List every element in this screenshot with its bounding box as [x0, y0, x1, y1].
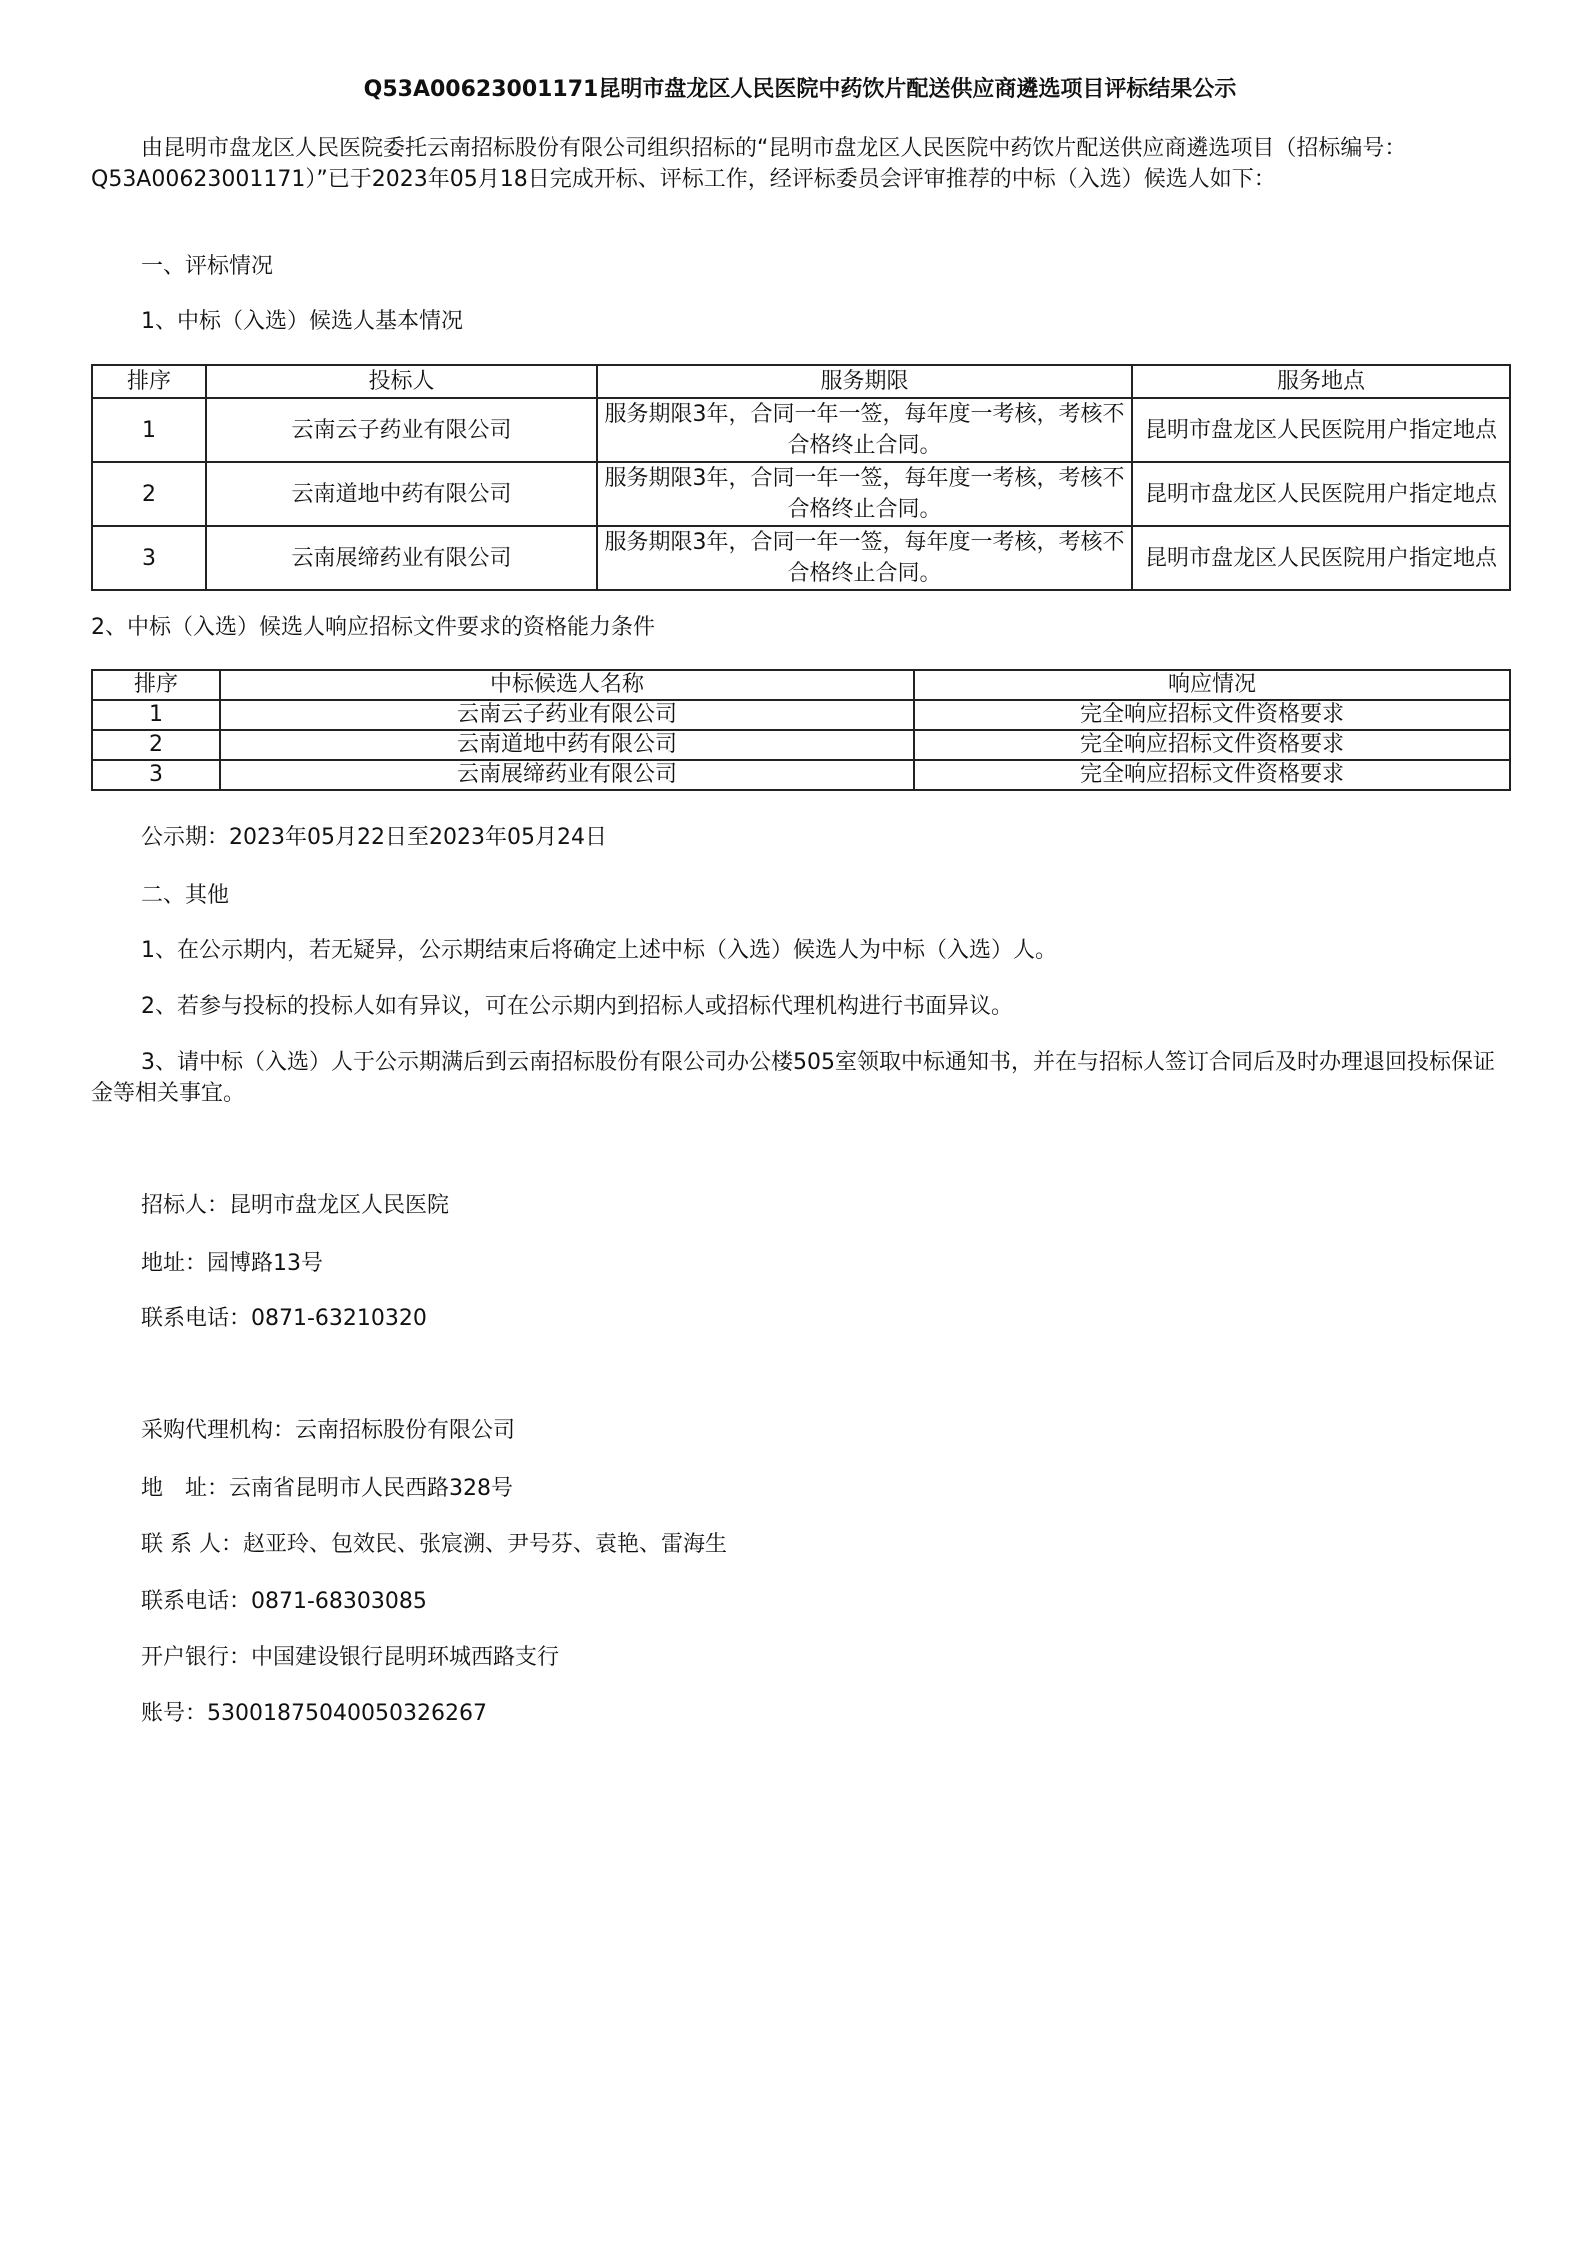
header-service-term: 服务期限	[597, 365, 1132, 398]
agency-contacts: 联 系 人：赵亚玲、包效民、张宸溯、尹号芬、袁艳、雷海生	[141, 1532, 727, 1557]
cell-response: 完全响应招标文件资格要求	[914, 700, 1510, 730]
cell-rank: 3	[92, 526, 206, 590]
agency-bank: 开户银行：中国建设银行昆明环城西路支行	[141, 1645, 560, 1670]
table-header-row	[92, 365, 1510, 398]
cell-response: 完全响应招标文件资格要求	[914, 730, 1510, 760]
cell-bidder: 云南道地中药有限公司	[206, 462, 597, 526]
page-title: Q53A00623001171昆明市盘龙区人民医院中药饮片配送供应商遴选项目评标结果公示	[363, 77, 1237, 102]
other-item-2: 2、若参与投标的投标人如有异议，可在公示期内到招标人或招标代理机构进行书面异议。	[141, 994, 1014, 1019]
cell-term: 服务期限3年，合同一年一签，每年度一考核，考核不合格终止合同。	[597, 526, 1132, 590]
table-row	[92, 760, 1510, 790]
tenderer-phone: 联系电话：0871-63210320	[141, 1306, 427, 1331]
cell-rank: 1	[92, 700, 220, 730]
other-item-3: 3、请中标（入选）人于公示期满后到云南招标股份有限公司办公楼505室领取中标通知书，并在与招标人签订合同后及时办理退回投标保证金等相关事宜。	[91, 1050, 1495, 1106]
table-row	[92, 462, 1510, 526]
tenderer-address: 地址：园博路13号	[141, 1251, 323, 1276]
subheading-candidates: 1、中标（入选）候选人基本情况	[141, 309, 463, 334]
candidates-table	[91, 364, 1511, 591]
cell-bidder: 云南云子药业有限公司	[206, 398, 597, 462]
subheading-qualification: 2、中标（入选）候选人响应招标文件要求的资格能力条件	[91, 615, 655, 640]
cell-name: 云南道地中药有限公司	[220, 730, 914, 760]
cell-bidder: 云南展缔药业有限公司	[206, 526, 597, 590]
header-rank: 排序	[92, 365, 206, 398]
candidates-table-wrap	[91, 364, 1509, 591]
qualification-table	[91, 669, 1511, 791]
other-item-1: 1、在公示期内，若无疑异，公示期结束后将确定上述中标（入选）候选人为中标（入选）人。	[141, 938, 1058, 963]
cell-rank: 1	[92, 398, 206, 462]
agency-account: 账号：53001875040050326267	[141, 1701, 487, 1726]
tenderer-name: 招标人：昆明市盘龙区人民医院	[141, 1193, 450, 1218]
header-rank: 排序	[92, 670, 220, 700]
cell-name: 云南云子药业有限公司	[220, 700, 914, 730]
header-bidder: 投标人	[206, 365, 597, 398]
cell-location: 昆明市盘龙区人民医院用户指定地点	[1132, 462, 1510, 526]
agency-address: 地 址：云南省昆明市人民西路328号	[141, 1476, 513, 1501]
cell-name: 云南展缔药业有限公司	[220, 760, 914, 790]
table-row	[92, 700, 1510, 730]
intro-paragraph: 由昆明市盘龙区人民医院委托云南招标股份有限公司组织招标的“昆明市盘龙区人民医院中药饮片配送供应商遴选项目（招标编号：Q53A00623001171）”已于2023年05月18日完成开标、评标工作，经评标委员会评审推荐的中标（入选）候选人如下：	[91, 136, 1407, 192]
table-header-row	[92, 670, 1510, 700]
cell-location: 昆明市盘龙区人民医院用户指定地点	[1132, 398, 1510, 462]
header-candidate-name: 中标候选人名称	[220, 670, 914, 700]
cell-response: 完全响应招标文件资格要求	[914, 760, 1510, 790]
header-response: 响应情况	[914, 670, 1510, 700]
section-heading-evaluation: 一、评标情况	[141, 254, 274, 279]
table-row	[92, 526, 1510, 590]
publicity-period: 公示期：2023年05月22日至2023年05月24日	[141, 825, 607, 850]
cell-rank: 3	[92, 760, 220, 790]
agency-name: 采购代理机构：云南招标股份有限公司	[141, 1418, 516, 1443]
section-heading-other: 二、其他	[141, 883, 230, 908]
header-service-location: 服务地点	[1132, 365, 1510, 398]
cell-term: 服务期限3年，合同一年一签，每年度一考核，考核不合格终止合同。	[597, 398, 1132, 462]
cell-term: 服务期限3年，合同一年一签，每年度一考核，考核不合格终止合同。	[597, 462, 1132, 526]
table-row	[92, 730, 1510, 760]
table-row	[92, 398, 1510, 462]
agency-phone: 联系电话：0871-68303085	[141, 1589, 427, 1614]
cell-location: 昆明市盘龙区人民医院用户指定地点	[1132, 526, 1510, 590]
cell-rank: 2	[92, 462, 206, 526]
qualification-table-wrap	[91, 669, 1509, 791]
cell-rank: 2	[92, 730, 220, 760]
